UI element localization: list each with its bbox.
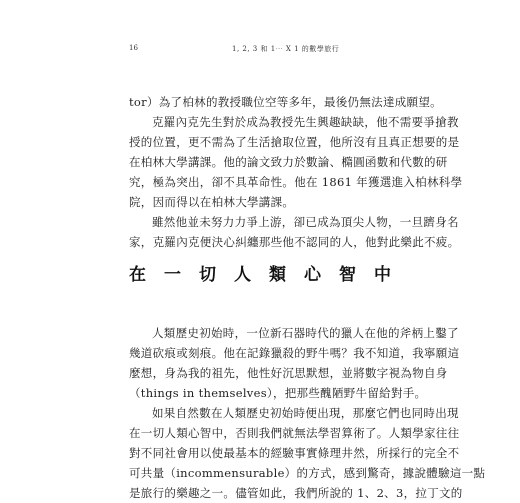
heading-char: 人 <box>234 264 251 285</box>
heading-char: 中 <box>374 264 391 285</box>
page-number: 16 <box>129 44 138 52</box>
text-line: 對不同社會用以使最基本的經驗事實條理井然，所採行的完全不 <box>129 446 460 460</box>
text-line: （things in themselves），把那些醜陋野牛留給對手。 <box>129 386 427 400</box>
heading-char: 切 <box>199 264 216 285</box>
page-header <box>129 44 399 58</box>
text-line: 幾道砍痕或刻痕。他在記錄獵殺的野牛嗎？我不知道，我寧願這 <box>129 346 460 360</box>
text-line: 克羅內克先生對於成為教授先生興趣缺缺，他不需要爭搶教 <box>152 115 459 129</box>
section-heading <box>129 259 391 285</box>
text-line: 是旅行的樂趣之一。儘管如此，我們所說的 1、2、3，拉丁文的 <box>129 486 463 500</box>
text-line: 在一切人類心智中，否則我們就無法學習算術了。人類學家往往 <box>129 426 460 440</box>
heading-char: 智 <box>339 264 356 285</box>
text-line: 院，因而得以在柏林大學講課。 <box>129 195 295 209</box>
body-text-bottom <box>129 323 486 503</box>
heading-char: 心 <box>304 264 321 285</box>
heading-char: 在 <box>129 264 146 285</box>
text-line: tor）為了柏林的教授職位空等多年，最後仍無法達成願望。 <box>129 95 442 109</box>
heading-char: 一 <box>164 264 181 285</box>
text-line: 麼想，身為我的祖先，他性好沉思默想，並將數字視為物自身 <box>129 366 448 380</box>
text-line: 人類歷史初始時，一位新石器時代的獵人在他的斧柄上鑿了 <box>152 326 459 340</box>
text-line: 可共量（incommensurable）的方式，感到驚奇，據說體驗這一點 <box>129 466 486 480</box>
text-line: 授的位置，更不需為了生活搶取位置，他所沒有且真正想要的是 <box>129 135 460 149</box>
body-text-top <box>129 92 463 252</box>
text-line: 究，極為突出，卻不具革命性。他在 1861 年獲選進入柏林科學 <box>129 175 463 189</box>
heading-char: 類 <box>269 264 286 285</box>
text-line: 雖然他並未努力力爭上游，卻已成為頂尖人物，一旦躋身名 <box>152 215 459 229</box>
text-line: 家，克羅內克便決心糾纏那些他不認同的人，他對此樂此不疲。 <box>129 235 460 249</box>
text-line: 如果自然數在人類歷史初始時便出現，那麼它們也同時出現 <box>152 406 459 420</box>
text-line: 在柏林大學講課。他的論文致力於數論、橢圓函數和代數的研 <box>129 155 448 169</box>
running-head: 1, 2, 3 和 1⋯ X 1 的數學旅行 <box>232 45 340 53</box>
